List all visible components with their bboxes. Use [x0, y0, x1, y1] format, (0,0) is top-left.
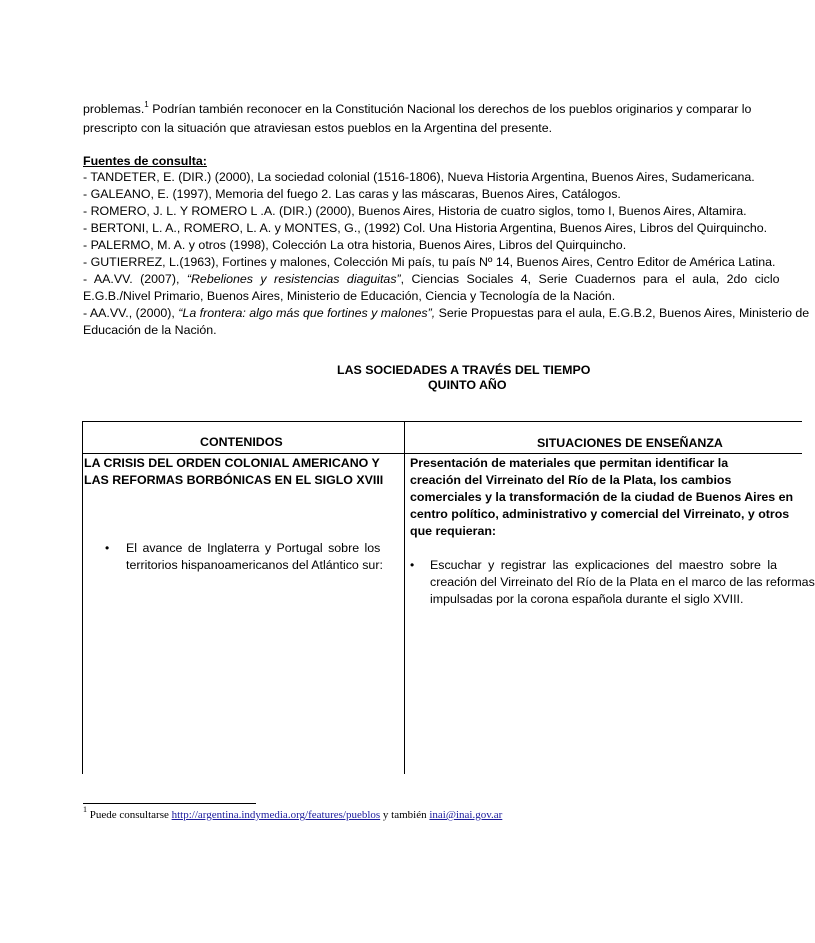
- source-aavv1-title: “Rebeliones y resistencias diaguitas”: [186, 272, 401, 286]
- situation-para-line-2: creación del Virreinato del Río de la Plata, los cambios: [410, 473, 732, 487]
- source-aavv1-prefix: - AA.VV. (2007),: [83, 272, 180, 286]
- source-item: - BERTONI, L. A., ROMERO, L. A. y MONTES, G., (1992) Col. Una Historia Argentina, Buenos Aires, Libros del Quirquincho.: [83, 221, 768, 235]
- situation-para-line-5: que requieran:: [410, 524, 497, 538]
- source-item-aavv-2: [83, 304, 809, 322]
- intro-text-rest: Podrían también reconocer en la Constitución Nacional los derechos de los pueblos originarios y comparar lo: [152, 102, 752, 116]
- table-border-left: [82, 421, 83, 774]
- source-item: - GALEANO, E. (1997), Memoria del fuego 2. Las caras y las máscaras, Buenos Aires, Catálogos.: [83, 187, 621, 201]
- footnote-reference[interactable]: 1: [144, 100, 149, 109]
- bullet-icon: •: [410, 558, 415, 572]
- table-header-divider: [82, 453, 802, 454]
- content-bullet-line-2: territorios hispanoamericanos del Atlántico sur:: [126, 558, 383, 572]
- intro-text-start: problemas.: [83, 102, 145, 116]
- header-situations: SITUACIONES DE ENSEÑANZA: [537, 436, 723, 450]
- situation-para-line-4: centro político, administrativo y comercial del Virreinato, y otros: [410, 507, 790, 521]
- source-aavv2-rest: Serie Propuestas para el aula, E.G.B.2, Buenos Aires, Ministerio de: [438, 306, 810, 320]
- footnote-link-inai-email[interactable]: inai@inai.gov.ar: [429, 809, 503, 821]
- source-item-aavv-1: [83, 270, 780, 288]
- topic-title-line-2: LAS REFORMAS BORBÓNICAS EN EL SIGLO XVIII: [84, 473, 384, 487]
- footnote-number: 1: [83, 805, 87, 814]
- situation-bullet-line-1: Escuchar y registrar las explicaciones del maestro sobre la: [430, 558, 777, 572]
- source-item: - PALERMO, M. A. y otros (1998), Colección La otra historia, Buenos Aires, Libros del Quirquincho.: [83, 238, 627, 252]
- section-title: LAS SOCIEDADES A TRAVÉS DEL TIEMPO: [337, 363, 591, 377]
- source-item: - GUTIERREZ, L.(1963), Fortines y malones, Colección Mi país, tu país Nº 14, Buenos Aires, Centro Editor de América Latina.: [83, 255, 776, 269]
- curriculum-table: [82, 421, 815, 774]
- source-aavv2-title: “La frontera: algo más que fortines y malones”,: [178, 306, 436, 320]
- source-aavv2-line2: Educación de la Nación.: [83, 323, 217, 337]
- header-contents: CONTENIDOS: [200, 435, 283, 449]
- source-item: - ROMERO, J. L. Y ROMERO L .A. (DIR.) (2000), Buenos Aires, Historia de cuatro siglos, tomo I, Buenos Aires, Altamira.: [83, 204, 747, 218]
- situation-bullet-line-3: impulsadas por la corona española durante el siglo XVIII.: [430, 592, 744, 606]
- footnote-text: Puede consultarse: [89, 809, 169, 821]
- intro-line-1: [83, 100, 751, 118]
- footnote-link-indymedia[interactable]: http://argentina.indymedia.org/features/pueblos: [171, 809, 381, 821]
- footnote-text-middle: y también: [382, 809, 427, 821]
- footnote: [83, 805, 503, 822]
- situation-para-line-1: Presentación de materiales que permitan identificar la: [410, 456, 729, 470]
- topic-title-line-1: LA CRISIS DEL ORDEN COLONIAL AMERICANO Y: [84, 456, 380, 470]
- situation-bullet-line-2: creación del Virreinato del Río de la Plata en el marco de las reformas: [430, 575, 815, 589]
- source-item: - TANDETER, E. (DIR.) (2000), La sociedad colonial (1516-1806), Nueva Historia Argentina, Buenos Aires, Sudamericana.: [83, 170, 755, 184]
- table-column-divider: [404, 421, 405, 774]
- sources-heading: Fuentes de consulta:: [83, 154, 207, 168]
- table-border-top: [82, 421, 802, 422]
- intro-line-2: prescripto con la situación que atraviesan estos pueblos en la Argentina del presente.: [83, 121, 553, 135]
- source-aavv1-rest: , Ciencias Sociales 4, Serie Cuadernos para el aula, 2do ciclo: [400, 272, 780, 286]
- situation-para-line-3: comerciales y la transformación de la ciudad de Buenos Aires en: [410, 490, 794, 504]
- source-aavv2-prefix: - AA.VV., (2000),: [83, 306, 175, 320]
- source-aavv1-line2: E.G.B./Nivel Primario, Buenos Aires, Ministerio de Educación, Ciencia y Tecnología de la Nación.: [83, 289, 616, 303]
- bullet-icon: •: [105, 541, 110, 555]
- content-bullet-line-1: El avance de Inglaterra y Portugal sobre los: [126, 541, 381, 555]
- section-subtitle: QUINTO AÑO: [428, 378, 507, 392]
- footnote-separator: [83, 803, 256, 804]
